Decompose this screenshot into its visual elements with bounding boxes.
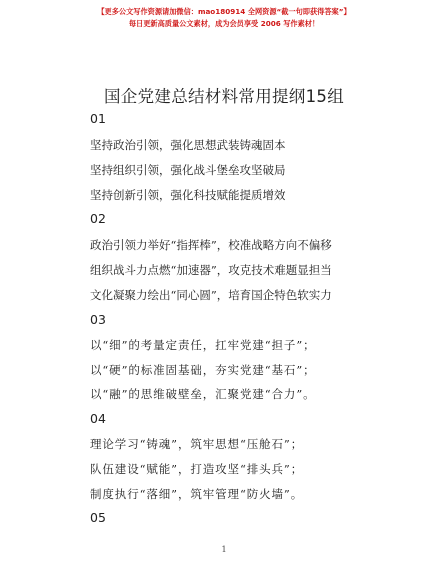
section-03-line-1: 以“细”的考量定责任，扛牢党建“担子”；	[90, 338, 316, 352]
section-04-line-1: 理论学习“铸魂”，筑牢思想“压舱石”；	[90, 437, 304, 451]
page-number: 1	[221, 545, 227, 554]
section-04-line-2: 队伍建设“赋能”，打造攻坚“排头兵”；	[90, 462, 304, 476]
section-number-05: 05	[90, 510, 106, 525]
promo-banner	[0, 6, 448, 30]
section-number-02: 02	[90, 211, 106, 226]
promo-banner-line-2: 每日更新高质量公文素材，成为会员享受 2006 写作素材！	[128, 19, 320, 28]
section-02-line-2: 组织战斗力点燃“加速器”，攻克技术难题显担当	[90, 263, 332, 277]
section-04-line-3: 制度执行“落细”，筑牢管理“防火墙”。	[90, 487, 304, 501]
document-title: 国企党建总结材料常用提纲15组	[104, 87, 344, 106]
section-01-line-3: 坚持创新引领，强化科技赋能提质增效	[90, 188, 286, 202]
section-number-04: 04	[90, 411, 106, 426]
section-01-line-1: 坚持政治引领，强化思想武装铸魂固本	[90, 138, 286, 152]
section-03-line-2: 以“硬”的标准固基础，夯实党建“基石”；	[90, 363, 316, 377]
section-02-line-1: 政治引领力举好“指挥棒”，校准战略方向不偏移	[90, 238, 332, 252]
section-03-line-3: 以“融”的思维破壁垒，汇聚党建“合力”。	[90, 387, 316, 401]
section-02-line-3: 文化凝聚力绘出“同心圆”，培育国企特色软实力	[90, 288, 332, 302]
section-number-03: 03	[90, 312, 106, 327]
section-01-line-2: 坚持组织引领，强化战斗堡垒攻坚破局	[90, 163, 286, 177]
promo-banner-line-1: 【更多公文写作资源请加微信：mao180914 全网资源“截一句即获得答案”】	[97, 7, 351, 16]
section-number-01: 01	[90, 111, 106, 126]
